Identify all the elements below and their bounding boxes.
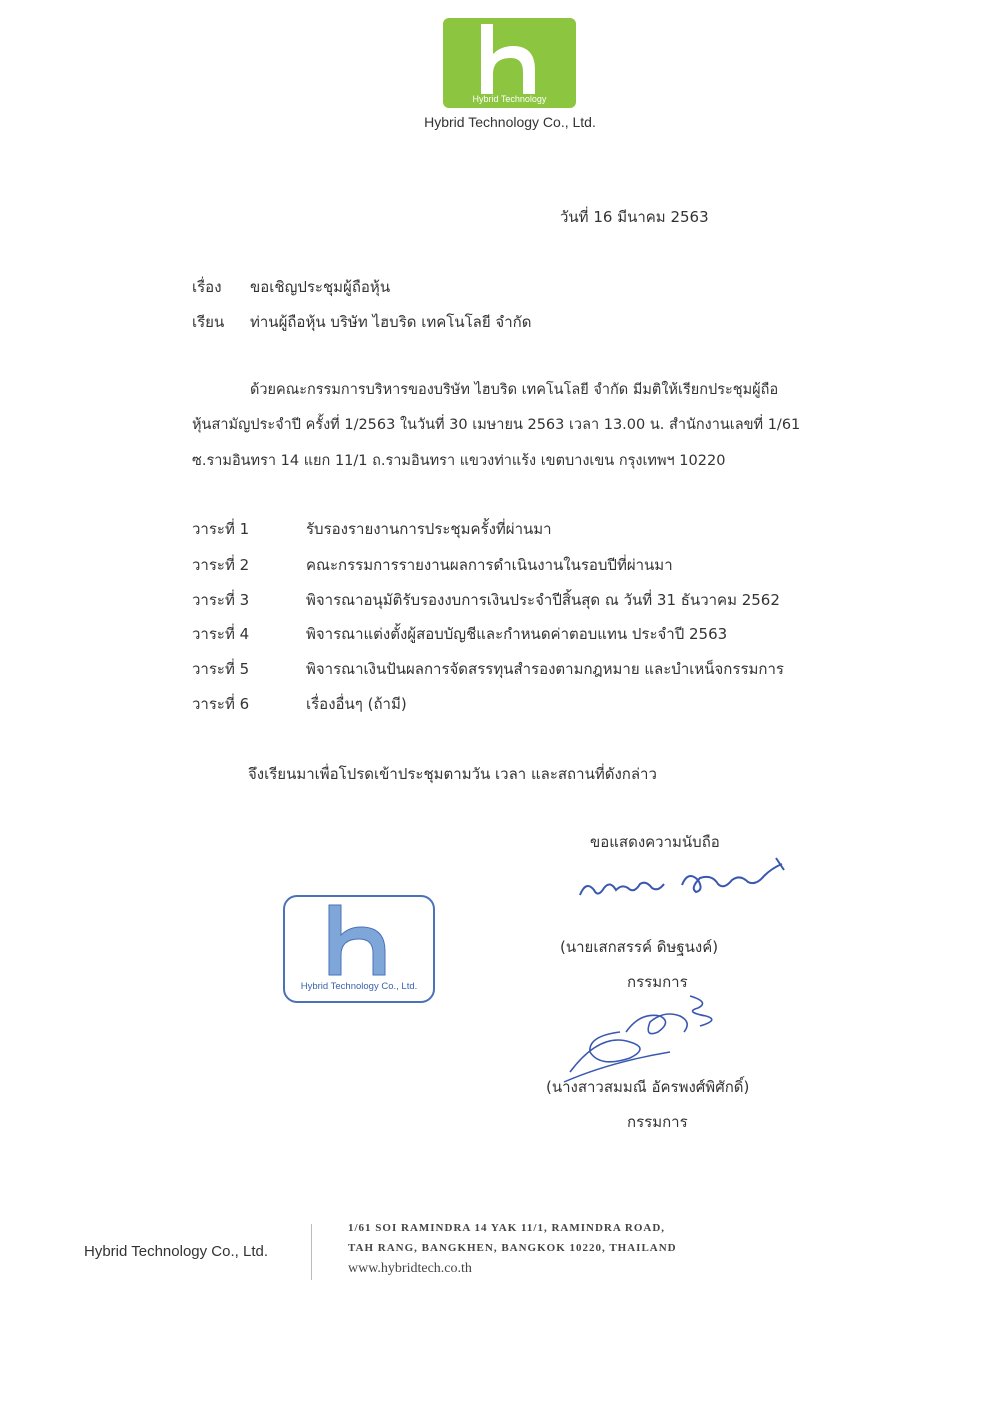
signatory-1-title: กรรมการ xyxy=(627,973,688,991)
footer-address-line: TAH RANG, BANGKHEN, BANGKOK 10220, THAILAND xyxy=(348,1242,677,1254)
agenda-label: วาระที่ 1 xyxy=(192,520,250,538)
company-stamp xyxy=(283,895,435,1003)
body-line: ด้วยคณะกรรมการบริหารของบริษัท ไฮบริด เทคโนโลยี จำกัด มีมติให้เรียกประชุมผู้ถือ xyxy=(250,382,779,398)
agenda-text: พิจารณาอนุมัติรับรองงบการเงินประจำปีสิ้นสุด ณ วันที่ 31 ธันวาคม 2562 xyxy=(306,591,780,609)
agenda-text: พิจารณาเงินปันผลการจัดสรรทุนสำรองตามกฎหมาย และบำเหน็จกรรมการ xyxy=(306,660,784,678)
recipient-text: ท่านผู้ถือหุ้น บริษัท ไฮบริด เทคโนโลยี จำกัด xyxy=(250,313,532,331)
subject-label: เรื่อง xyxy=(192,278,222,296)
agenda-text: คณะกรรมการรายงานผลการดำเนินงานในรอบปีที่ผ่านมา xyxy=(306,556,673,574)
closing-line: จึงเรียนมาเพื่อโปรดเข้าประชุมตามวัน เวลา และสถานที่ดังกล่าว xyxy=(248,765,657,783)
footer-address-line: 1/61 SOI RAMINDRA 14 YAK 11/1, RAMINDRA ROAD, xyxy=(348,1222,666,1234)
signature-1-image xyxy=(572,850,802,930)
agenda-text: พิจารณาแต่งตั้งผู้สอบบัญชีและกำหนดค่าตอบแทน ประจำปี 2563 xyxy=(306,625,728,643)
header-company-name: Hybrid Technology Co., Ltd. xyxy=(424,114,596,130)
signoff: ขอแสดงความนับถือ xyxy=(590,833,720,851)
subject-text: ขอเชิญประชุมผู้ถือหุ้น xyxy=(250,278,391,296)
agenda-label: วาระที่ 5 xyxy=(192,660,250,678)
agenda-text: เรื่องอื่นๆ (ถ้ามี) xyxy=(306,695,407,713)
body-line: หุ้นสามัญประจำปี ครั้งที่ 1/2563 ในวันที่ 30 เมษายน 2563 เวลา 13.00 น. สำนักงานเลขที่ 1/61 xyxy=(192,417,801,433)
footer-company-name: Hybrid Technology Co., Ltd. xyxy=(84,1243,268,1260)
signatory-2-title: กรรมการ xyxy=(627,1113,688,1131)
agenda-text: รับรองรายงานการประชุมครั้งที่ผ่านมา xyxy=(306,520,552,538)
agenda-label: วาระที่ 2 xyxy=(192,556,250,574)
stamp-text: Hybrid Technology Co., Ltd. xyxy=(300,981,418,992)
letter-date: วันที่ 16 มีนาคม 2563 xyxy=(560,208,709,226)
company-logo xyxy=(443,18,576,108)
signatory-2-name: (นางสาวสมมณี อัครพงศ์พิศักดิ์) xyxy=(546,1078,750,1096)
signatory-1-name: (นายเสกสรรค์ ดิษฐนงค์) xyxy=(560,938,719,956)
agenda-label: วาระที่ 6 xyxy=(192,695,250,713)
body-line: ซ.รามอินทรา 14 แยก 11/1 ถ.รามอินทรา แขวงท่าแร้ง เขตบางเขน กรุงเทพฯ 10220 xyxy=(192,453,726,469)
logo-text: Hybrid Technology xyxy=(472,94,547,104)
footer-divider xyxy=(311,1224,312,1280)
agenda-label: วาระที่ 4 xyxy=(192,625,250,643)
footer-website: www.hybridtech.co.th xyxy=(348,1261,472,1276)
agenda-label: วาระที่ 3 xyxy=(192,591,250,609)
recipient-label: เรียน xyxy=(192,313,225,331)
